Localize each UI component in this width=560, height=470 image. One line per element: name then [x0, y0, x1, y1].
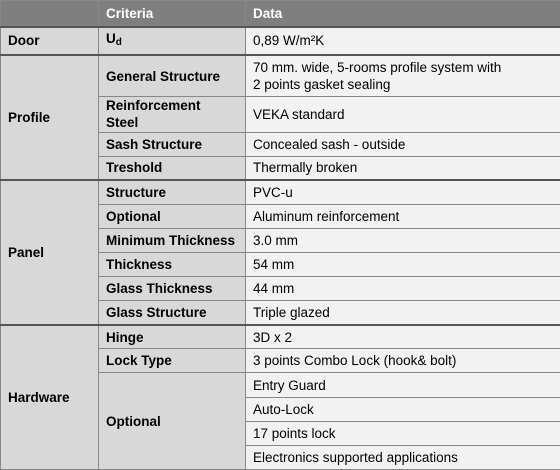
criteria-optional-hardware: Optional: [99, 373, 246, 470]
value-electronics: Electronics supported applications: [246, 445, 560, 469]
value-treshold: Thermally broken: [246, 156, 560, 180]
header-criteria: Criteria: [99, 1, 246, 27]
criteria-reinforcement-steel: [99, 97, 246, 132]
value-17-points-lock: 17 points lock: [246, 421, 560, 445]
criteria-general-structure: General Structure: [99, 55, 246, 97]
criteria-optional-panel: Optional: [99, 204, 246, 228]
criteria-line: Reinforcement: [106, 98, 201, 114]
header-blank-cell: [1, 1, 99, 27]
value-lock-type: 3 points Combo Lock (hook& bolt): [246, 349, 560, 373]
value-line: 70 mm. wide, 5-rooms profile system with: [253, 60, 502, 76]
table-row: [1, 55, 560, 97]
criteria-minimum-thickness: Minimum Thickness: [99, 228, 246, 252]
value-minimum-thickness: 3.0 mm: [246, 228, 560, 252]
value-glass-thickness: 44 mm: [246, 277, 560, 301]
value-auto-lock: Auto-Lock: [246, 397, 560, 421]
value-sash-structure: Concealed sash - outside: [246, 132, 560, 156]
criteria-glass-structure: Glass Structure: [99, 301, 246, 325]
door-row: [1, 27, 560, 55]
value-optional-panel: Aluminum reinforcement: [246, 204, 560, 228]
criteria-hinge: Hinge: [99, 325, 246, 349]
value-general-structure: [246, 55, 560, 97]
group-profile: Profile: [1, 55, 99, 181]
value-entry-guard: Entry Guard: [246, 373, 560, 397]
criteria-line: Steel: [106, 115, 139, 131]
criteria-ud: [99, 27, 246, 55]
criteria-glass-thickness: Glass Thickness: [99, 277, 246, 301]
header-data: Data: [246, 1, 560, 27]
value-structure: PVC-u: [246, 180, 560, 204]
criteria-treshold: Treshold: [99, 156, 246, 180]
ud-main: U: [106, 31, 116, 47]
group-door: Door: [1, 27, 99, 55]
ud-subscript: d: [115, 37, 122, 49]
criteria-lock-type: Lock Type: [99, 349, 246, 373]
value-reinforcement-steel: VEKA standard: [246, 97, 560, 132]
value-ud: 0,89 W/m²K: [246, 27, 560, 55]
value-line: 2 points gasket sealing: [253, 77, 391, 93]
criteria-structure: Structure: [99, 180, 246, 204]
value-hinge: 3D x 2: [246, 325, 560, 349]
value-glass-structure: Triple glazed: [246, 301, 560, 325]
group-hardware: Hardware: [1, 325, 99, 470]
table-row: [1, 180, 560, 204]
table-row: [1, 325, 560, 349]
group-panel: Panel: [1, 180, 99, 325]
value-thickness: 54 mm: [246, 253, 560, 277]
criteria-thickness: Thickness: [99, 253, 246, 277]
table-header-row: [1, 1, 560, 27]
criteria-sash-structure: Sash Structure: [99, 132, 246, 156]
